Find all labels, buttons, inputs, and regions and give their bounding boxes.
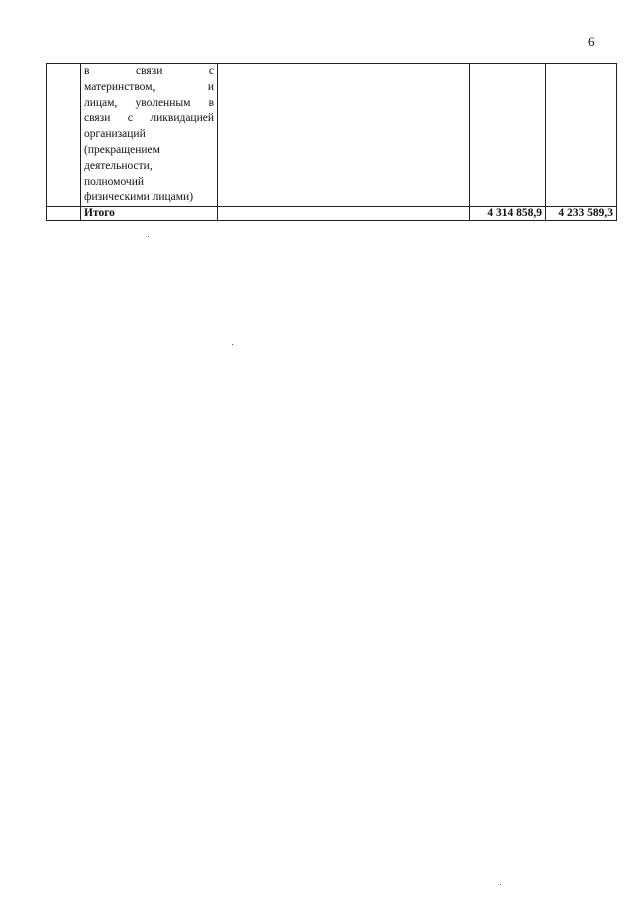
budget-table — [46, 63, 617, 221]
scan-artifact — [148, 236, 149, 237]
page-number: 6 — [588, 34, 595, 49]
description-line: полномочий — [84, 175, 144, 188]
scan-artifact — [500, 884, 501, 885]
table-row — [47, 64, 617, 207]
value-cell-1 — [470, 64, 546, 207]
description-line: материнством, и — [84, 80, 214, 93]
description-line: связи с ликвидацией — [84, 112, 214, 125]
description-line: деятельности, — [84, 159, 153, 172]
total-label: Итого — [81, 207, 218, 221]
total-value-2: 4 233 589,3 — [546, 207, 617, 221]
description-line: физическими лицами) — [84, 191, 194, 204]
description-line: лицам, уволенным в — [84, 96, 214, 109]
description-line: в связи с — [84, 65, 214, 77]
scan-artifact — [232, 344, 233, 345]
row-number-cell — [47, 64, 81, 207]
total-code-cell — [218, 207, 470, 221]
description-line: (прекращением — [84, 143, 160, 156]
total-row — [47, 207, 617, 221]
value-cell-2 — [546, 64, 617, 207]
code-cell — [218, 64, 470, 207]
total-number-cell — [47, 207, 81, 221]
description-line: организаций — [84, 128, 146, 141]
description-cell — [81, 64, 218, 207]
total-value-1: 4 314 858,9 — [470, 207, 546, 221]
